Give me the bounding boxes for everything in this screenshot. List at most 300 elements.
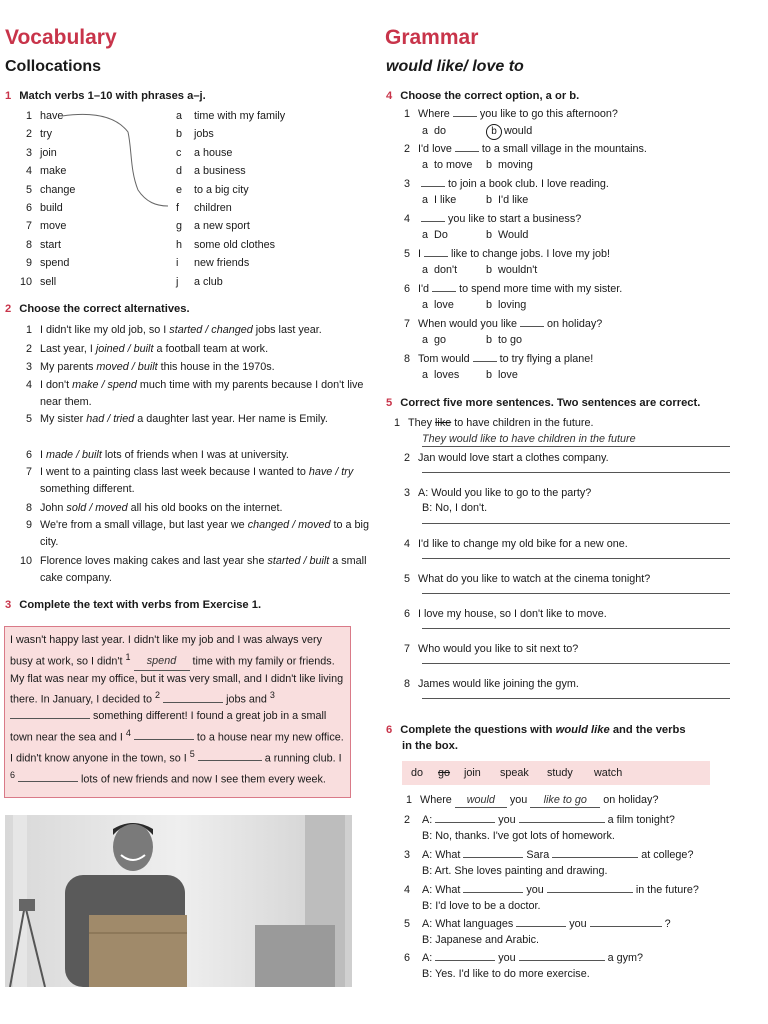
item-text-after: a daughter last year. Her name is Emily. (134, 413, 328, 425)
question-end: you like to start a business? (448, 213, 582, 225)
ex6-answer-1b[interactable]: like to go (530, 794, 600, 808)
item-alternatives[interactable]: sold / moved (66, 502, 128, 514)
option-b[interactable] (486, 194, 528, 206)
phrase-item (176, 147, 232, 160)
question-gap[interactable] (473, 361, 497, 362)
item-text-before: My sister (40, 413, 87, 425)
correction-item (404, 452, 609, 465)
item-number: 9 (25, 519, 32, 531)
option-b-text: Would (498, 229, 529, 241)
verb-number: 1 (25, 110, 32, 122)
verb-word: make (40, 165, 67, 178)
option-question (404, 213, 581, 226)
verb-word: build (40, 202, 63, 214)
phrase-item (176, 257, 249, 270)
gap-a[interactable] (463, 857, 523, 858)
verb-word: try (40, 128, 52, 141)
item-number: 4 (25, 379, 32, 391)
verb-number: 6 (25, 202, 32, 214)
word-go: go (438, 767, 451, 779)
item-text-before: I went to a painting class last week because I wanted to (40, 466, 309, 478)
option-b[interactable] (486, 369, 518, 381)
phrase-item (176, 128, 214, 141)
option-a-text: do (434, 125, 447, 137)
item-start: A: (422, 814, 433, 826)
phrase-text: a business (194, 165, 246, 178)
item-text-after: to a big city. (40, 519, 369, 548)
alternative-item (14, 553, 370, 586)
answer-line[interactable] (422, 558, 730, 559)
question-gap[interactable] (520, 326, 544, 327)
correction-item (404, 487, 591, 500)
option-question (404, 178, 609, 191)
option-a[interactable] (422, 369, 486, 382)
phrase-item (176, 110, 285, 123)
item-sentence: What do you like to watch at the cinema tonight? (418, 573, 651, 585)
item-sentence: I love my house, so I don't like to move. (418, 608, 607, 620)
gap-a[interactable] (516, 926, 566, 927)
alternative-item (14, 464, 370, 497)
option-a-text: loves (434, 369, 460, 381)
verb-item (14, 110, 63, 123)
correction-item (404, 643, 578, 656)
phrase-item (176, 165, 246, 178)
option-b[interactable] (486, 125, 532, 137)
correction-item (404, 538, 628, 551)
question-end: to a small village in the mountains. (481, 143, 647, 155)
item-mid: you (526, 884, 544, 896)
word-study: study (547, 767, 573, 779)
verb-word: start (40, 238, 61, 251)
option-a[interactable] (422, 264, 486, 277)
reply: B: No, thanks. I've got lots of homework. (422, 830, 615, 842)
item-alternatives[interactable]: moved / built (96, 361, 158, 373)
option-a-text: I like (434, 194, 457, 206)
item-number: 8 (404, 678, 411, 690)
question-end: on holiday? (547, 318, 603, 330)
option-choices (422, 369, 518, 382)
item-alternatives[interactable]: had / tried (86, 413, 135, 425)
item-alternatives[interactable]: started / built (267, 555, 330, 567)
item-text-before: Last year, I (40, 343, 96, 355)
question-start: I'd love (418, 143, 452, 155)
option-a-text: don't (434, 264, 458, 276)
exercise-3-heading: 3 Complete the text with verbs from Exercise 1. (5, 599, 262, 611)
option-a-letter: a (422, 299, 429, 311)
option-choices (422, 124, 532, 140)
item-text-before: We're from a small village, but last year we (40, 519, 248, 531)
phrase-item (176, 239, 275, 252)
option-a[interactable] (422, 334, 486, 347)
item-end: a gym? (607, 952, 644, 964)
reply: B: Art. She loves painting and drawing. (422, 865, 608, 877)
option-a-letter: a (422, 334, 429, 346)
item-text-before: I didn't like my old job, so I (40, 324, 170, 336)
answer-line[interactable] (422, 628, 730, 629)
item-number: 6 (404, 608, 411, 620)
phrase-item (176, 220, 250, 233)
option-a-letter: a (422, 159, 429, 171)
question-end: like to change jobs. I love my job! (451, 248, 611, 260)
question-item (404, 884, 744, 897)
option-b[interactable] (486, 159, 533, 171)
verb-word: change (40, 183, 76, 196)
answer-line[interactable] (422, 523, 730, 524)
item-text-after: this house in the 1970s. (157, 361, 275, 373)
item-number: 8 (25, 502, 32, 514)
option-a-letter: a (422, 229, 429, 241)
alternative-item (14, 377, 370, 410)
exercise-4-heading: 4 Choose the correct option, a or b. (386, 90, 580, 102)
item-mid: you (498, 952, 516, 964)
verb-number: 5 (25, 183, 32, 196)
gap-2[interactable] (163, 702, 223, 703)
item-text-before: Florence loves making cakes and last year she (40, 555, 268, 567)
option-b[interactable] (486, 334, 522, 346)
phrase-letter: j (176, 275, 179, 288)
word-speak: speak (500, 767, 529, 779)
alternative-item (14, 500, 370, 517)
word-watch: watch (594, 767, 623, 779)
option-b-letter: b (486, 334, 493, 346)
ex5-item-1: 1 They like to have children in the future. (393, 417, 594, 429)
option-question (404, 108, 618, 121)
verb-item (14, 165, 66, 178)
question-number: 5 (404, 248, 411, 260)
phrase-text: to a big city (194, 183, 249, 196)
question-number: 7 (404, 318, 411, 330)
gap-a[interactable] (435, 960, 495, 961)
question-number: 6 (404, 283, 411, 295)
grammar-subtitle: would like/ love to (386, 58, 524, 75)
reply: B: Yes. I'd like to do more exercise. (422, 968, 590, 980)
item-text-after: something different. (40, 482, 135, 495)
option-b-text: love (498, 369, 518, 381)
gap-3[interactable] (10, 718, 90, 719)
alternative-item (14, 359, 370, 376)
item-number: 3 (404, 849, 411, 861)
item-start: A: What (422, 849, 461, 861)
option-a-text: love (434, 299, 454, 311)
phrase-text: new friends (194, 257, 250, 270)
option-a-letter: a (422, 125, 429, 137)
item-mid: Sara (526, 849, 550, 861)
option-a[interactable] (422, 159, 486, 172)
phrase-letter: h (176, 238, 183, 251)
item-end: a film tonight? (607, 814, 675, 826)
gap-1[interactable]: spend (134, 653, 190, 671)
question-start: I'd (418, 283, 430, 295)
question-item (404, 918, 744, 931)
phrase-item (176, 184, 249, 197)
item-end: ? (664, 918, 671, 930)
verb-item (14, 239, 61, 252)
verb-word: sell (40, 275, 57, 288)
alternative-item (14, 447, 370, 464)
verb-word: move (40, 220, 67, 233)
item-text-before: I (40, 449, 46, 461)
verb-item (14, 257, 69, 270)
gap-a[interactable] (463, 892, 523, 893)
option-b-text: I'd like (498, 194, 529, 206)
item-number: 10 (19, 555, 32, 567)
question-gap[interactable] (424, 256, 448, 257)
correction-item (404, 608, 607, 621)
question-gap[interactable] (421, 186, 445, 187)
item-alternatives[interactable]: have / try (308, 466, 354, 478)
option-b-text: wouldn't (498, 264, 538, 276)
ex6-item-1: 1 Where would you like to go on holiday? (405, 794, 659, 806)
verb-item (14, 147, 57, 160)
option-b[interactable] (486, 264, 537, 276)
item-number: 5 (404, 573, 411, 585)
phrase-text: a club (194, 275, 223, 288)
verb-number: 9 (25, 257, 32, 270)
alternative-item (14, 322, 370, 339)
option-choices (422, 159, 533, 172)
verb-number: 7 (25, 220, 32, 233)
item-start: A: (422, 952, 433, 964)
gap-4[interactable] (134, 739, 194, 740)
item-text-before: John (40, 502, 67, 514)
question-start: Where (418, 108, 450, 120)
item-text-after: a small cake company. (40, 555, 367, 584)
verb-number: 4 (25, 165, 32, 178)
gap-a[interactable] (435, 822, 495, 823)
item-sentence: James would like joining the gym. (418, 678, 579, 690)
option-a-text: Do (434, 229, 448, 241)
option-b-letter: b (486, 264, 493, 276)
option-choices (422, 299, 526, 312)
verb-word: spend (40, 257, 70, 270)
correction-item (404, 573, 650, 586)
option-b-letter: b (486, 194, 493, 206)
option-question (404, 353, 593, 366)
phrase-letter: e (176, 183, 183, 196)
item-number: 6 (25, 449, 32, 461)
verb-number: 10 (19, 275, 32, 288)
question-number: 2 (404, 143, 411, 155)
question-gap[interactable] (421, 221, 445, 222)
option-b[interactable] (486, 299, 526, 311)
option-b-letter: b (486, 369, 493, 381)
word-do: do (411, 767, 424, 779)
word-join: join (464, 767, 481, 779)
option-question (404, 318, 602, 331)
option-a-letter: a (422, 194, 429, 206)
correction-item (404, 678, 579, 691)
question-start: When would you like (418, 318, 518, 330)
item-sentence: Jan would love start a clothes company. (418, 452, 609, 464)
exercise-6-heading: 6 Complete the questions with would like and the verbs in the box. (386, 724, 686, 752)
question-gap[interactable] (453, 116, 477, 117)
item-number: 7 (25, 466, 32, 478)
option-a-letter: a (422, 264, 429, 276)
item-alternatives[interactable]: started / changed (169, 324, 253, 336)
option-choices (422, 264, 537, 277)
item-number: 4 (404, 884, 411, 896)
question-number: 1 (404, 108, 411, 120)
item-alternatives[interactable]: joined / built (95, 343, 154, 355)
verb-number: 3 (25, 146, 32, 159)
item-text-after: jobs last year. (252, 324, 322, 336)
option-choices (422, 194, 528, 207)
ex6-answer-1a[interactable]: would (455, 794, 507, 808)
vocabulary-subtitle: Collocations (5, 58, 102, 75)
phrase-letter: g (176, 220, 183, 233)
phrase-text: a new sport (194, 220, 250, 233)
question-gap[interactable] (432, 291, 456, 292)
alternative-item (14, 411, 370, 428)
question-item (404, 849, 744, 862)
alternative-item (14, 517, 370, 550)
option-b[interactable] (486, 229, 528, 241)
exercise-2-heading: 2 Choose the correct alternatives. (5, 303, 190, 315)
gap-b[interactable] (552, 857, 638, 858)
option-b-text: to go (498, 334, 523, 346)
phrase-letter: d (176, 165, 183, 178)
verb-item (14, 202, 63, 215)
question-number: 3 (404, 178, 411, 190)
item-alternatives[interactable]: changed / moved (247, 519, 331, 531)
item-mid: you (569, 918, 587, 930)
item-text-after: all his old books on the internet. (127, 502, 283, 514)
item-number: 3 (404, 487, 411, 499)
alternative-item (14, 341, 370, 358)
phrase-letter: f (176, 202, 179, 214)
option-question (404, 283, 622, 296)
option-b-letter-circled: b (486, 124, 502, 140)
gap-b[interactable] (519, 960, 605, 961)
option-a[interactable] (422, 299, 486, 312)
item-alternatives[interactable]: made / built (46, 449, 102, 461)
gap-b[interactable] (590, 926, 662, 927)
item-sentence: Who would you like to sit next to? (418, 643, 579, 655)
option-b-letter: b (486, 159, 493, 171)
verb-item (14, 128, 52, 141)
item-number: 6 (404, 952, 411, 964)
item-number: 2 (404, 452, 411, 464)
item-end: in the future? (635, 884, 699, 896)
answer-line[interactable] (422, 472, 730, 473)
phrase-item (176, 276, 223, 289)
item-text-before: I don't (40, 379, 73, 391)
option-a[interactable] (422, 125, 486, 138)
grammar-title: Grammar (385, 26, 479, 49)
verb-word: have (40, 110, 64, 122)
item-number: 5 (25, 413, 32, 425)
option-a[interactable] (422, 194, 486, 207)
verb-word: join (40, 146, 57, 159)
item-number: 2 (404, 814, 411, 826)
option-question (404, 248, 610, 261)
item-number: 1 (25, 324, 32, 336)
matching-line (60, 110, 170, 210)
option-question (404, 143, 647, 156)
question-item (404, 952, 744, 965)
answer-line[interactable] (422, 593, 730, 594)
question-end: to join a book club. I love reading. (448, 178, 609, 190)
phrase-letter: i (176, 257, 179, 270)
item-alternatives[interactable]: make / spend (72, 379, 137, 391)
phrase-letter: c (176, 146, 182, 159)
item-text-before: My parents (40, 361, 97, 373)
question-gap[interactable] (455, 151, 479, 152)
phrase-text: some old clothes (194, 238, 276, 251)
phrase-text: a house (194, 146, 233, 159)
option-a-text: to move (434, 159, 473, 171)
gap-fill-text: I wasn't happy last year. I didn't like my job and I was always very busy at work, so I didn't $^1$ spend time with my family or friends. My flat was near my office, but it was very small, and I didn't like living there. In January, I decided to $^2$ jobs and $^3$ something different! I found a great job in a small town near the sea and I $^4$ to a house near my new office. I didn't know anyone in the town, so I $^5$ a running club. I $^6$ lots of new friends and now I see them every week. (10, 634, 344, 786)
item-mid: you (498, 814, 516, 826)
item-end: at college? (641, 849, 694, 861)
item-start: A: What languages (422, 918, 514, 930)
phrase-letter: a (176, 110, 183, 122)
option-a[interactable] (422, 229, 486, 242)
exercise-1-heading: 1 Match verbs 1–10 with phrases a–j. (5, 90, 206, 102)
phrase-letter: b (176, 128, 183, 141)
gap-5[interactable] (198, 760, 262, 761)
question-item (404, 814, 744, 827)
item-sentence: I'd like to change my old bike for a new one. (418, 538, 628, 550)
option-b-text: would (504, 125, 533, 137)
item-text-after: much time with my parents because I don't live near them. (40, 379, 364, 408)
item-reply: B: No, I don't. (422, 502, 488, 514)
option-a-letter: a (422, 369, 429, 381)
item-sentence: A: Would you like to go to the party? (418, 487, 592, 499)
question-start: Tom would (418, 353, 470, 365)
option-b-letter: b (486, 229, 493, 241)
question-end: you like to go this afternoon? (479, 108, 618, 120)
verb-number: 2 (25, 128, 32, 141)
verb-number: 8 (25, 238, 32, 251)
question-start: I (418, 248, 421, 260)
ex5-answer-1[interactable]: They would like to have children in the future (422, 433, 730, 447)
verb-item (14, 220, 66, 233)
photo-man-with-box (5, 815, 352, 987)
gap-b[interactable] (519, 822, 605, 823)
question-number: 4 (404, 213, 411, 225)
question-number: 8 (404, 353, 411, 365)
option-a-text: go (434, 334, 447, 346)
exercise-5-heading: 5 Correct five more sentences. Two sentences are correct. (386, 397, 701, 409)
reply: B: I'd love to be a doctor. (422, 900, 541, 912)
gap-6[interactable] (18, 781, 78, 782)
option-b-text: loving (498, 299, 527, 311)
answer-line[interactable] (422, 698, 730, 699)
item-number: 4 (404, 538, 411, 550)
option-b-letter: b (486, 299, 493, 311)
phrase-text: jobs (194, 128, 214, 141)
answer-line[interactable] (422, 663, 730, 664)
phrase-text: time with my family (194, 110, 286, 122)
phrase-item (176, 202, 232, 215)
item-number: 7 (404, 643, 411, 655)
question-end: to spend more time with my sister. (459, 283, 623, 295)
question-end: to try flying a plane! (499, 353, 594, 365)
option-choices (422, 229, 528, 242)
item-number: 3 (25, 361, 32, 373)
gap-b[interactable] (547, 892, 633, 893)
reply: B: Japanese and Arabic. (422, 934, 540, 946)
option-b-text: moving (498, 159, 533, 171)
phrase-text: children (194, 202, 232, 214)
item-number: 2 (25, 343, 32, 355)
correction-reply (422, 502, 487, 515)
item-start: A: What (422, 884, 461, 896)
item-text-after: lots of friends when I was at university. (101, 449, 289, 461)
item-number: 5 (404, 918, 411, 930)
option-choices (422, 334, 522, 347)
